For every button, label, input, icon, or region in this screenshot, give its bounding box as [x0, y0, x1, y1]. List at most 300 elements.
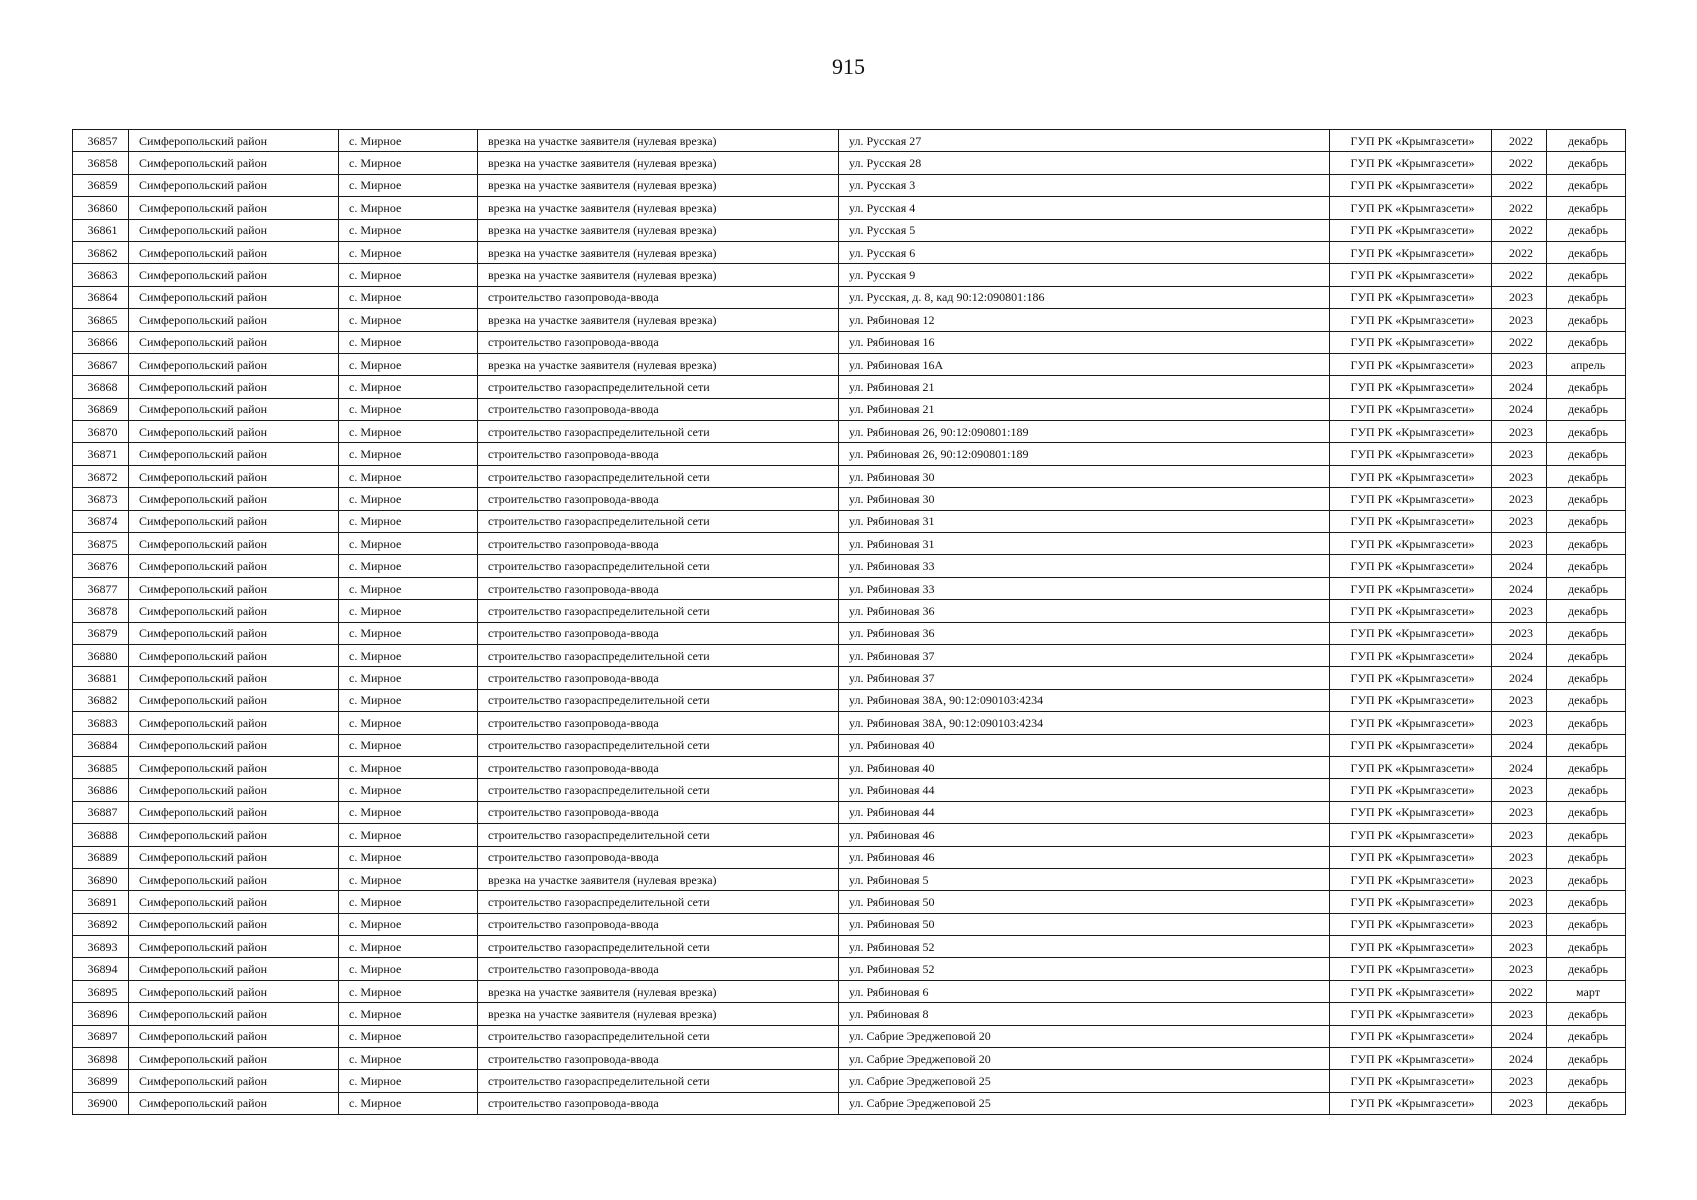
cell-row-number: 36882 [73, 689, 129, 711]
table-row [73, 868, 1626, 890]
cell-settlement: с. Мирное [339, 868, 478, 890]
cell-district: Симферопольский район [129, 555, 339, 577]
cell-row-number: 36881 [73, 667, 129, 689]
cell-organization: ГУП РК «Крымгазсети» [1330, 555, 1492, 577]
cell-work-type: врезка на участке заявителя (нулевая врезка) [478, 980, 839, 1002]
cell-row-number: 36889 [73, 846, 129, 868]
cell-year: 2023 [1492, 353, 1547, 375]
cell-settlement: с. Мирное [339, 846, 478, 868]
cell-organization: ГУП РК «Крымгазсети» [1330, 331, 1492, 353]
cell-district: Симферопольский район [129, 421, 339, 443]
cell-row-number: 36874 [73, 510, 129, 532]
cell-settlement: с. Мирное [339, 779, 478, 801]
cell-work-type: строительство газораспределительной сети [478, 421, 839, 443]
table-row [73, 1003, 1626, 1025]
cell-address: ул. Рябиновая 46 [839, 824, 1330, 846]
cell-work-type: строительство газопровода-ввода [478, 1092, 839, 1114]
cell-month: декабрь [1547, 510, 1626, 532]
cell-district: Симферопольский район [129, 913, 339, 935]
cell-district: Симферопольский район [129, 309, 339, 331]
cell-work-type: строительство газопровода-ввода [478, 331, 839, 353]
cell-district: Симферопольский район [129, 734, 339, 756]
cell-work-type: строительство газораспределительной сети [478, 824, 839, 846]
table-row [73, 286, 1626, 308]
cell-settlement: с. Мирное [339, 331, 478, 353]
table-row [73, 130, 1626, 152]
cell-row-number: 36884 [73, 734, 129, 756]
cell-row-number: 36880 [73, 644, 129, 666]
cell-work-type: строительство газопровода-ввода [478, 667, 839, 689]
cell-work-type: строительство газораспределительной сети [478, 465, 839, 487]
cell-organization: ГУП РК «Крымгазсети» [1330, 488, 1492, 510]
cell-row-number: 36883 [73, 712, 129, 734]
table-row [73, 555, 1626, 577]
cell-month: декабрь [1547, 1025, 1626, 1047]
table-row [73, 1048, 1626, 1070]
cell-address: ул. Рябиновая 40 [839, 734, 1330, 756]
cell-month: декабрь [1547, 1048, 1626, 1070]
table-row [73, 510, 1626, 532]
cell-month: декабрь [1547, 533, 1626, 555]
cell-district: Симферопольский район [129, 689, 339, 711]
cell-month: декабрь [1547, 801, 1626, 823]
cell-row-number: 36860 [73, 197, 129, 219]
cell-address: ул. Рябиновая 21 [839, 398, 1330, 420]
cell-year: 2022 [1492, 980, 1547, 1002]
cell-year: 2022 [1492, 219, 1547, 241]
table-row [73, 376, 1626, 398]
cell-work-type: строительство газораспределительной сети [478, 1025, 839, 1047]
cell-work-type: врезка на участке заявителя (нулевая врезка) [478, 219, 839, 241]
cell-organization: ГУП РК «Крымгазсети» [1330, 465, 1492, 487]
cell-district: Симферопольский район [129, 824, 339, 846]
cell-row-number: 36877 [73, 577, 129, 599]
cell-organization: ГУП РК «Крымгазсети» [1330, 667, 1492, 689]
cell-settlement: с. Мирное [339, 174, 478, 196]
cell-work-type: врезка на участке заявителя (нулевая врезка) [478, 174, 839, 196]
cell-year: 2024 [1492, 376, 1547, 398]
cell-year: 2023 [1492, 600, 1547, 622]
cell-district: Симферопольский район [129, 353, 339, 375]
cell-year: 2023 [1492, 936, 1547, 958]
cell-organization: ГУП РК «Крымгазсети» [1330, 891, 1492, 913]
cell-district: Симферопольский район [129, 264, 339, 286]
cell-month: декабрь [1547, 331, 1626, 353]
cell-year: 2023 [1492, 1070, 1547, 1092]
cell-settlement: с. Мирное [339, 577, 478, 599]
cell-organization: ГУП РК «Крымгазсети» [1330, 443, 1492, 465]
cell-month: декабрь [1547, 152, 1626, 174]
cell-work-type: строительство газораспределительной сети [478, 644, 839, 666]
cell-district: Симферопольский район [129, 465, 339, 487]
cell-address: ул. Рябиновая 12 [839, 309, 1330, 331]
cell-year: 2022 [1492, 264, 1547, 286]
cell-address: ул. Рябиновая 44 [839, 801, 1330, 823]
table-row [73, 779, 1626, 801]
cell-settlement: с. Мирное [339, 1003, 478, 1025]
cell-work-type: строительство газораспределительной сети [478, 689, 839, 711]
cell-row-number: 36896 [73, 1003, 129, 1025]
cell-row-number: 36900 [73, 1092, 129, 1114]
cell-year: 2023 [1492, 891, 1547, 913]
cell-address: ул. Сабрие Эреджеповой 20 [839, 1048, 1330, 1070]
cell-month: декабрь [1547, 398, 1626, 420]
table-row [73, 712, 1626, 734]
cell-settlement: с. Мирное [339, 510, 478, 532]
cell-district: Симферопольский район [129, 1003, 339, 1025]
cell-organization: ГУП РК «Крымгазсети» [1330, 801, 1492, 823]
cell-month: декабрь [1547, 197, 1626, 219]
cell-district: Симферопольский район [129, 958, 339, 980]
table-row [73, 465, 1626, 487]
cell-month: декабрь [1547, 577, 1626, 599]
table-row [73, 801, 1626, 823]
cell-address: ул. Рябиновая 26, 90:12:090801:189 [839, 443, 1330, 465]
cell-month: декабрь [1547, 241, 1626, 263]
cell-settlement: с. Мирное [339, 734, 478, 756]
cell-row-number: 36862 [73, 241, 129, 263]
cell-work-type: врезка на участке заявителя (нулевая врезка) [478, 264, 839, 286]
cell-address: ул. Рябиновая 33 [839, 577, 1330, 599]
cell-month: декабрь [1547, 824, 1626, 846]
cell-row-number: 36872 [73, 465, 129, 487]
cell-address: ул. Русская 5 [839, 219, 1330, 241]
cell-settlement: с. Мирное [339, 264, 478, 286]
cell-address: ул. Русская 9 [839, 264, 1330, 286]
cell-month: декабрь [1547, 644, 1626, 666]
cell-year: 2022 [1492, 241, 1547, 263]
cell-row-number: 36873 [73, 488, 129, 510]
cell-settlement: с. Мирное [339, 241, 478, 263]
cell-organization: ГУП РК «Крымгазсети» [1330, 824, 1492, 846]
cell-year: 2024 [1492, 644, 1547, 666]
cell-organization: ГУП РК «Крымгазсети» [1330, 622, 1492, 644]
page-number: 915 [832, 54, 865, 79]
cell-row-number: 36878 [73, 600, 129, 622]
cell-address: ул. Рябиновая 37 [839, 667, 1330, 689]
cell-address: ул. Рябиновая 50 [839, 913, 1330, 935]
cell-address: ул. Рябиновая 37 [839, 644, 1330, 666]
cell-year: 2024 [1492, 555, 1547, 577]
cell-district: Симферопольский район [129, 712, 339, 734]
cell-work-type: врезка на участке заявителя (нулевая врезка) [478, 353, 839, 375]
cell-settlement: с. Мирное [339, 353, 478, 375]
cell-work-type: строительство газораспределительной сети [478, 510, 839, 532]
cell-district: Симферопольский район [129, 756, 339, 778]
cell-year: 2023 [1492, 689, 1547, 711]
cell-month: декабрь [1547, 622, 1626, 644]
cell-district: Симферопольский район [129, 398, 339, 420]
cell-row-number: 36861 [73, 219, 129, 241]
cell-work-type: строительство газораспределительной сети [478, 779, 839, 801]
cell-row-number: 36891 [73, 891, 129, 913]
cell-row-number: 36868 [73, 376, 129, 398]
cell-year: 2023 [1492, 801, 1547, 823]
cell-organization: ГУП РК «Крымгазсети» [1330, 689, 1492, 711]
cell-settlement: с. Мирное [339, 689, 478, 711]
cell-address: ул. Рябиновая 30 [839, 488, 1330, 510]
cell-organization: ГУП РК «Крымгазсети» [1330, 577, 1492, 599]
cell-work-type: врезка на участке заявителя (нулевая врезка) [478, 197, 839, 219]
cell-settlement: с. Мирное [339, 644, 478, 666]
cell-organization: ГУП РК «Крымгазсети» [1330, 174, 1492, 196]
cell-organization: ГУП РК «Крымгазсети» [1330, 533, 1492, 555]
cell-year: 2023 [1492, 779, 1547, 801]
cell-organization: ГУП РК «Крымгазсети» [1330, 644, 1492, 666]
cell-row-number: 36893 [73, 936, 129, 958]
cell-organization: ГУП РК «Крымгазсети» [1330, 241, 1492, 263]
cell-organization: ГУП РК «Крымгазсети» [1330, 264, 1492, 286]
table-row [73, 600, 1626, 622]
cell-year: 2023 [1492, 1092, 1547, 1114]
cell-settlement: с. Мирное [339, 1025, 478, 1047]
cell-work-type: строительство газопровода-ввода [478, 577, 839, 599]
cell-organization: ГУП РК «Крымгазсети» [1330, 1048, 1492, 1070]
cell-district: Симферопольский район [129, 152, 339, 174]
cell-settlement: с. Мирное [339, 309, 478, 331]
cell-settlement: с. Мирное [339, 712, 478, 734]
table-row [73, 980, 1626, 1002]
cell-month: декабрь [1547, 1070, 1626, 1092]
cell-address: ул. Рябиновая 44 [839, 779, 1330, 801]
cell-district: Симферопольский район [129, 443, 339, 465]
cell-organization: ГУП РК «Крымгазсети» [1330, 152, 1492, 174]
cell-settlement: с. Мирное [339, 1092, 478, 1114]
table-row [73, 824, 1626, 846]
cell-year: 2024 [1492, 734, 1547, 756]
cell-settlement: с. Мирное [339, 152, 478, 174]
cell-organization: ГУП РК «Крымгазсети» [1330, 712, 1492, 734]
table-row [73, 913, 1626, 935]
cell-work-type: строительство газораспределительной сети [478, 555, 839, 577]
cell-settlement: с. Мирное [339, 801, 478, 823]
cell-year: 2023 [1492, 421, 1547, 443]
cell-year: 2023 [1492, 958, 1547, 980]
cell-month: декабрь [1547, 712, 1626, 734]
cell-year: 2024 [1492, 1048, 1547, 1070]
cell-month: март [1547, 980, 1626, 1002]
cell-organization: ГУП РК «Крымгазсети» [1330, 510, 1492, 532]
cell-settlement: с. Мирное [339, 130, 478, 152]
cell-district: Симферопольский район [129, 219, 339, 241]
cell-year: 2023 [1492, 309, 1547, 331]
table-row [73, 891, 1626, 913]
cell-month: декабрь [1547, 913, 1626, 935]
cell-address: ул. Рябиновая 38А, 90:12:090103:4234 [839, 712, 1330, 734]
table-row [73, 421, 1626, 443]
cell-row-number: 36894 [73, 958, 129, 980]
cell-row-number: 36875 [73, 533, 129, 555]
cell-address: ул. Рябиновая 52 [839, 936, 1330, 958]
cell-settlement: с. Мирное [339, 443, 478, 465]
cell-month: декабрь [1547, 443, 1626, 465]
cell-organization: ГУП РК «Крымгазсети» [1330, 980, 1492, 1002]
cell-work-type: строительство газопровода-ввода [478, 913, 839, 935]
cell-row-number: 36866 [73, 331, 129, 353]
cell-row-number: 36892 [73, 913, 129, 935]
cell-work-type: строительство газопровода-ввода [478, 712, 839, 734]
cell-work-type: строительство газопровода-ввода [478, 801, 839, 823]
table-row [73, 353, 1626, 375]
cell-district: Симферопольский район [129, 286, 339, 308]
cell-year: 2023 [1492, 443, 1547, 465]
cell-district: Симферопольский район [129, 801, 339, 823]
cell-work-type: строительство газопровода-ввода [478, 756, 839, 778]
cell-organization: ГУП РК «Крымгазсети» [1330, 130, 1492, 152]
cell-month: декабрь [1547, 130, 1626, 152]
cell-work-type: врезка на участке заявителя (нулевая врезка) [478, 130, 839, 152]
cell-work-type: строительство газопровода-ввода [478, 1048, 839, 1070]
cell-address: ул. Сабрие Эреджеповой 25 [839, 1070, 1330, 1092]
cell-year: 2022 [1492, 197, 1547, 219]
cell-district: Симферопольский район [129, 174, 339, 196]
cell-year: 2023 [1492, 622, 1547, 644]
cell-row-number: 36898 [73, 1048, 129, 1070]
table-body [73, 130, 1626, 1115]
cell-year: 2023 [1492, 846, 1547, 868]
cell-work-type: врезка на участке заявителя (нулевая врезка) [478, 309, 839, 331]
cell-settlement: с. Мирное [339, 533, 478, 555]
cell-month: декабрь [1547, 1092, 1626, 1114]
cell-organization: ГУП РК «Крымгазсети» [1330, 421, 1492, 443]
cell-settlement: с. Мирное [339, 824, 478, 846]
cell-work-type: строительство газораспределительной сети [478, 936, 839, 958]
cell-row-number: 36871 [73, 443, 129, 465]
cell-address: ул. Рябиновая 50 [839, 891, 1330, 913]
cell-work-type: строительство газопровода-ввода [478, 958, 839, 980]
table-row [73, 689, 1626, 711]
cell-settlement: с. Мирное [339, 219, 478, 241]
cell-row-number: 36899 [73, 1070, 129, 1092]
table-row [73, 958, 1626, 980]
cell-work-type: строительство газопровода-ввода [478, 398, 839, 420]
cell-address: ул. Рябиновая 5 [839, 868, 1330, 890]
cell-work-type: строительство газопровода-ввода [478, 286, 839, 308]
cell-settlement: с. Мирное [339, 1070, 478, 1092]
cell-year: 2024 [1492, 756, 1547, 778]
table-row [73, 667, 1626, 689]
cell-year: 2023 [1492, 533, 1547, 555]
cell-work-type: врезка на участке заявителя (нулевая врезка) [478, 1003, 839, 1025]
cell-district: Симферопольский район [129, 1048, 339, 1070]
cell-address: ул. Рябиновая 38А, 90:12:090103:4234 [839, 689, 1330, 711]
cell-work-type: врезка на участке заявителя (нулевая врезка) [478, 868, 839, 890]
cell-district: Симферопольский район [129, 868, 339, 890]
table-row [73, 241, 1626, 263]
cell-district: Симферопольский район [129, 1025, 339, 1047]
cell-work-type: строительство газораспределительной сети [478, 376, 839, 398]
cell-month: декабрь [1547, 286, 1626, 308]
table-row [73, 644, 1626, 666]
cell-address: ул. Сабрие Эреджеповой 20 [839, 1025, 1330, 1047]
cell-year: 2022 [1492, 152, 1547, 174]
cell-address: ул. Русская 27 [839, 130, 1330, 152]
cell-month: декабрь [1547, 667, 1626, 689]
cell-work-type: врезка на участке заявителя (нулевая врезка) [478, 152, 839, 174]
cell-organization: ГУП РК «Крымгазсети» [1330, 309, 1492, 331]
cell-month: декабрь [1547, 555, 1626, 577]
cell-organization: ГУП РК «Крымгазсети» [1330, 398, 1492, 420]
table-row [73, 443, 1626, 465]
cell-year: 2023 [1492, 913, 1547, 935]
cell-district: Симферопольский район [129, 600, 339, 622]
cell-settlement: с. Мирное [339, 398, 478, 420]
cell-settlement: с. Мирное [339, 600, 478, 622]
cell-month: декабрь [1547, 689, 1626, 711]
cell-row-number: 36879 [73, 622, 129, 644]
table-row [73, 1092, 1626, 1114]
cell-organization: ГУП РК «Крымгазсети» [1330, 868, 1492, 890]
cell-address: ул. Рябиновая 16 [839, 331, 1330, 353]
cell-work-type: строительство газораспределительной сети [478, 734, 839, 756]
cell-work-type: строительство газопровода-ввода [478, 846, 839, 868]
cell-address: ул. Русская 6 [839, 241, 1330, 263]
cell-row-number: 36897 [73, 1025, 129, 1047]
cell-year: 2022 [1492, 130, 1547, 152]
cell-address: ул. Рябиновая 33 [839, 555, 1330, 577]
cell-month: декабрь [1547, 846, 1626, 868]
cell-organization: ГУП РК «Крымгазсети» [1330, 1070, 1492, 1092]
cell-month: декабрь [1547, 734, 1626, 756]
cell-row-number: 36857 [73, 130, 129, 152]
table-row [73, 734, 1626, 756]
cell-month: декабрь [1547, 488, 1626, 510]
cell-row-number: 36859 [73, 174, 129, 196]
cell-work-type: строительство газораспределительной сети [478, 600, 839, 622]
cell-row-number: 36886 [73, 779, 129, 801]
cell-district: Симферопольский район [129, 980, 339, 1002]
cell-organization: ГУП РК «Крымгазсети» [1330, 846, 1492, 868]
cell-district: Симферопольский район [129, 846, 339, 868]
cell-row-number: 36888 [73, 824, 129, 846]
table-row [73, 936, 1626, 958]
cell-month: декабрь [1547, 309, 1626, 331]
cell-year: 2024 [1492, 398, 1547, 420]
cell-address: ул. Русская, д. 8, кад 90:12:090801:186 [839, 286, 1330, 308]
cell-row-number: 36869 [73, 398, 129, 420]
cell-address: ул. Рябиновая 6 [839, 980, 1330, 1002]
cell-year: 2022 [1492, 331, 1547, 353]
cell-month: декабрь [1547, 868, 1626, 890]
cell-work-type: строительство газопровода-ввода [478, 622, 839, 644]
cell-year: 2022 [1492, 174, 1547, 196]
cell-district: Симферопольский район [129, 241, 339, 263]
cell-district: Симферопольский район [129, 577, 339, 599]
cell-address: ул. Рябиновая 16А [839, 353, 1330, 375]
cell-organization: ГУП РК «Крымгазсети» [1330, 1003, 1492, 1025]
cell-year: 2024 [1492, 667, 1547, 689]
cell-year: 2023 [1492, 510, 1547, 532]
gasification-table [72, 129, 1626, 1115]
cell-organization: ГУП РК «Крымгазсети» [1330, 936, 1492, 958]
cell-month: апрель [1547, 353, 1626, 375]
cell-organization: ГУП РК «Крымгазсети» [1330, 353, 1492, 375]
cell-settlement: с. Мирное [339, 197, 478, 219]
cell-row-number: 36895 [73, 980, 129, 1002]
cell-settlement: с. Мирное [339, 488, 478, 510]
cell-organization: ГУП РК «Крымгазсети» [1330, 197, 1492, 219]
cell-work-type: строительство газораспределительной сети [478, 1070, 839, 1092]
cell-year: 2023 [1492, 488, 1547, 510]
cell-settlement: с. Мирное [339, 756, 478, 778]
table-row [73, 577, 1626, 599]
cell-address: ул. Рябиновая 36 [839, 600, 1330, 622]
cell-organization: ГУП РК «Крымгазсети» [1330, 219, 1492, 241]
cell-organization: ГУП РК «Крымгазсети» [1330, 913, 1492, 935]
cell-year: 2023 [1492, 286, 1547, 308]
table-row [73, 309, 1626, 331]
cell-district: Симферопольский район [129, 533, 339, 555]
